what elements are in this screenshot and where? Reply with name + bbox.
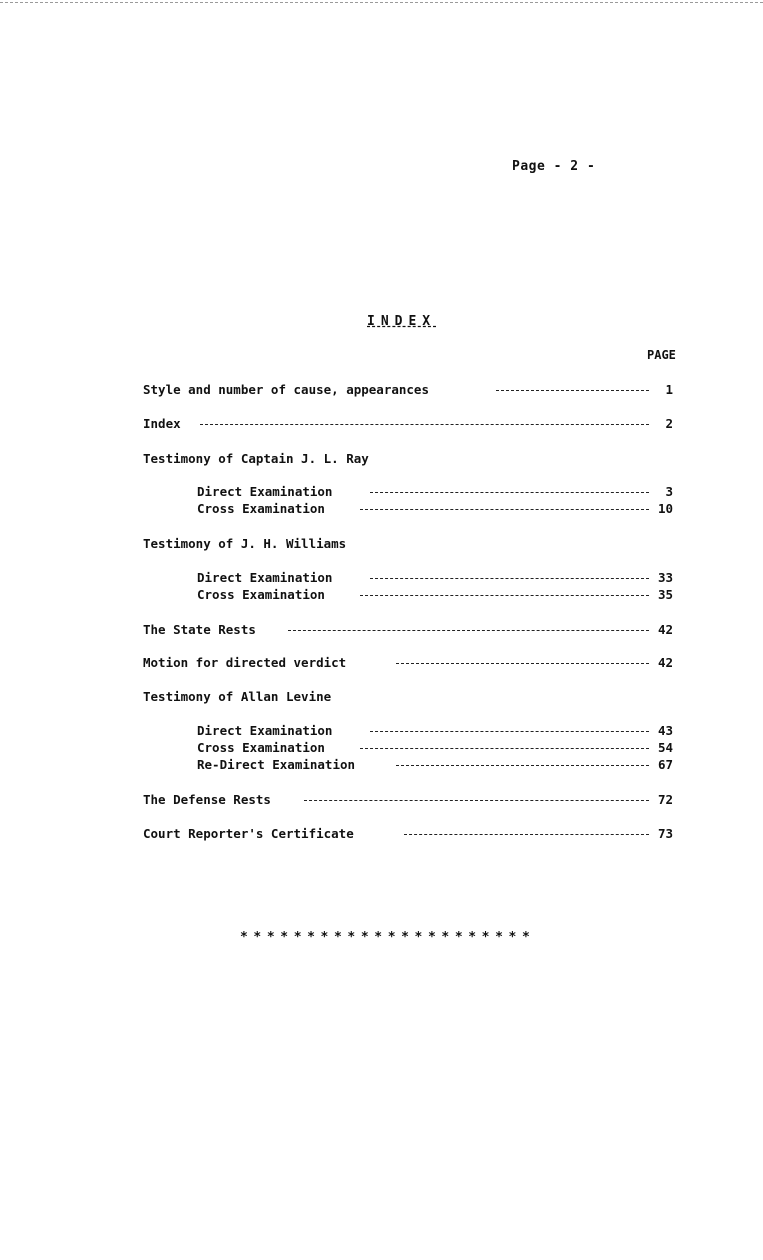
section-label: Testimony of Captain J. L. Ray <box>143 451 369 466</box>
dotted-leader <box>304 800 649 801</box>
entry-label: Court Reporter's Certificate <box>143 826 354 841</box>
dotted-leader <box>360 595 649 596</box>
entry-label: Cross Examination <box>197 587 325 602</box>
index-entry <box>0 570 763 586</box>
index-entry <box>0 382 763 398</box>
entry-page: 72 <box>657 792 673 807</box>
index-entry <box>0 740 763 756</box>
index-entry <box>0 655 763 671</box>
entry-label: The Defense Rests <box>143 792 271 807</box>
index-section-heading <box>0 536 763 552</box>
entry-page: 73 <box>657 826 673 841</box>
entry-page: 54 <box>657 740 673 755</box>
dotted-leader <box>396 765 649 766</box>
index-entry <box>0 622 763 638</box>
section-label: Testimony of Allan Levine <box>143 689 332 704</box>
index-section-heading <box>0 689 763 705</box>
index-entry <box>0 587 763 603</box>
dotted-leader <box>360 748 649 749</box>
index-entry <box>0 826 763 842</box>
entry-page: 33 <box>657 570 673 585</box>
entry-page: 3 <box>665 484 673 499</box>
entry-label: Direct Examination <box>197 723 333 738</box>
index-entry <box>0 792 763 808</box>
entry-label: Direct Examination <box>197 484 333 499</box>
entry-page: 35 <box>657 587 673 602</box>
dotted-leader <box>404 834 649 835</box>
top-edge-rule <box>0 2 763 3</box>
entry-page: 10 <box>657 501 673 516</box>
entry-page: 43 <box>657 723 673 738</box>
dotted-leader <box>370 731 649 732</box>
page-column-heading: PAGE <box>647 348 676 362</box>
index-section-heading <box>0 451 763 467</box>
entry-page: 42 <box>657 622 673 637</box>
dotted-leader <box>370 492 649 493</box>
entry-label: Cross Examination <box>197 740 325 755</box>
index-entry <box>0 723 763 739</box>
entry-label: Cross Examination <box>197 501 325 516</box>
index-entry <box>0 501 763 517</box>
section-label: Testimony of J. H. Williams <box>143 536 347 551</box>
index-entry <box>0 416 763 432</box>
entry-page: 1 <box>665 382 673 397</box>
separator-stars: ********************** <box>240 930 536 945</box>
entry-page: 2 <box>665 416 673 431</box>
entry-label: Style and number of cause, appearances <box>143 382 429 397</box>
entry-label: Re-Direct Examination <box>197 757 356 772</box>
entry-label: Index <box>143 416 181 431</box>
dotted-leader <box>370 578 649 579</box>
index-entry <box>0 484 763 500</box>
dotted-leader <box>360 509 649 510</box>
entry-page: 42 <box>657 655 673 670</box>
dotted-leader <box>496 390 649 391</box>
page-number: Page - 2 - <box>512 159 596 174</box>
dotted-leader <box>396 663 649 664</box>
dotted-leader <box>288 630 649 631</box>
entry-page: 67 <box>657 757 673 772</box>
index-title: INDEX <box>367 314 437 329</box>
entry-label: Motion for directed verdict <box>143 655 347 670</box>
index-entry <box>0 757 763 773</box>
dotted-leader <box>200 424 649 425</box>
entry-label: The State Rests <box>143 622 256 637</box>
entry-label: Direct Examination <box>197 570 333 585</box>
